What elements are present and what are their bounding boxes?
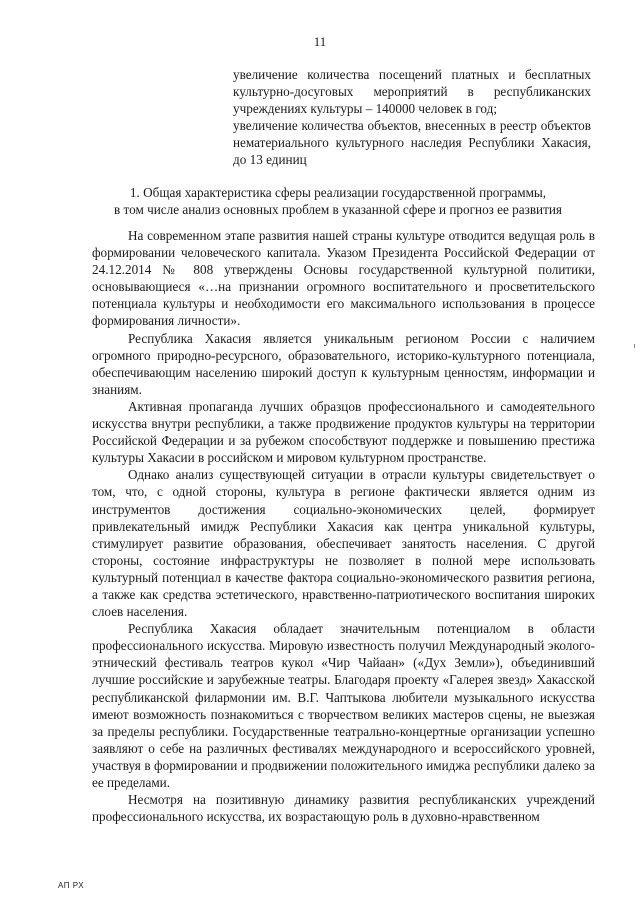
body-text: [92, 227, 595, 825]
paragraph: Республика Хакасия обладает значительным потенциалом в области профессионального искусства. Мировую известность получил Международный эколого-этнический фестиваль театров кукол «Чир Чайаан» («Дух Земли»), объединивший лучшие российские и зарубежные театры. Благодаря проекту «Галерея звезд» Хакасской республиканской филармонии им. В.Г. Чаптыкова любители музыкального искусства имеют возможность познакомиться с творчеством великих мастеров сцены, не выезжая за пределы республики. Государственные театрально-концертные организации успешно заявляют о себе на различных фестивалях международного и всероссийского уровней, участвуя в формировании и продвижении положительного имиджа республики далеко за ее пределами.: [92, 621, 595, 790]
footer-mark: АП РХ: [58, 881, 85, 890]
section-heading-line: 1. Общая характеристика сферы реализации государственной программы,: [129, 185, 547, 200]
paragraph: Однако анализ существующей ситуации в отрасли культуры свидетельствует о том, что, с одной стороны, культура в регионе фактически является одним из инструментов достижения социально-экономических целей, формирует привлекательный имидж Республики Хакасия как центра уникальной культуры, стимулирует развитие образования, обеспечивает занятость населения. С другой стороны, состояние инфраструктуры не позволяет в полной мере использовать культурный потенциал в качестве фактора социально-экономического развития региона, а также как средства эстетического, нравственно-патриотического воспитания широких слоев населения.: [92, 467, 595, 620]
section-heading: [88, 184, 588, 218]
indicator-item: увеличение количества объектов, внесенных в реестр объектов нематериального культурного наследия Республики Хакасия, до 13 единиц: [233, 118, 591, 168]
paragraph: Несмотря на позитивную динамику развития республиканских учреждений профессионального искусства, их возрастающую роль в духовно-нравственном: [92, 792, 595, 825]
paragraph: Республика Хакасия является уникальным регионом России с наличием огромного природно-ресурсного, образовательного, историко-культурного потенциала, обеспечивающим населению широкий доступ к культурным ценностям, информации и знаниям.: [92, 330, 595, 397]
paragraph: Активная пропаганда лучших образцов профессионального и самодеятельного искусства внутри республики, а также продвижение продуктов культуры на территории Российской Федерации и за рубежом способствуют поддержке и повышению престижа культуры Хакасии в российском и мировом культурном пространстве.: [92, 398, 595, 466]
section-heading-line: в том числе анализ основных проблем в указанной сфере и прогноз ее развития: [113, 202, 562, 218]
target-indicators: [233, 66, 591, 169]
scan-edge-mark: [634, 344, 635, 348]
indicator-item: увеличение количества посещений платных и бесплатных культурно-досуговых мероприятий в республиканских учреждениях культуры – 140000 человек в год;: [233, 67, 591, 117]
page-number: 11: [313, 34, 327, 49]
paragraph: На современном этапе развития нашей страны культуре отводится ведущая роль в формировании человеческого капитала. Указом Президента Российской Федерации от 24.12.2014 № 808 утверждены Основы государственной культурной политики, основывающиеся «…на признании огромного воспитательного и просветительского потенциала культуры и необходимости его максимального использования в процессе формирования личности».: [92, 228, 595, 329]
